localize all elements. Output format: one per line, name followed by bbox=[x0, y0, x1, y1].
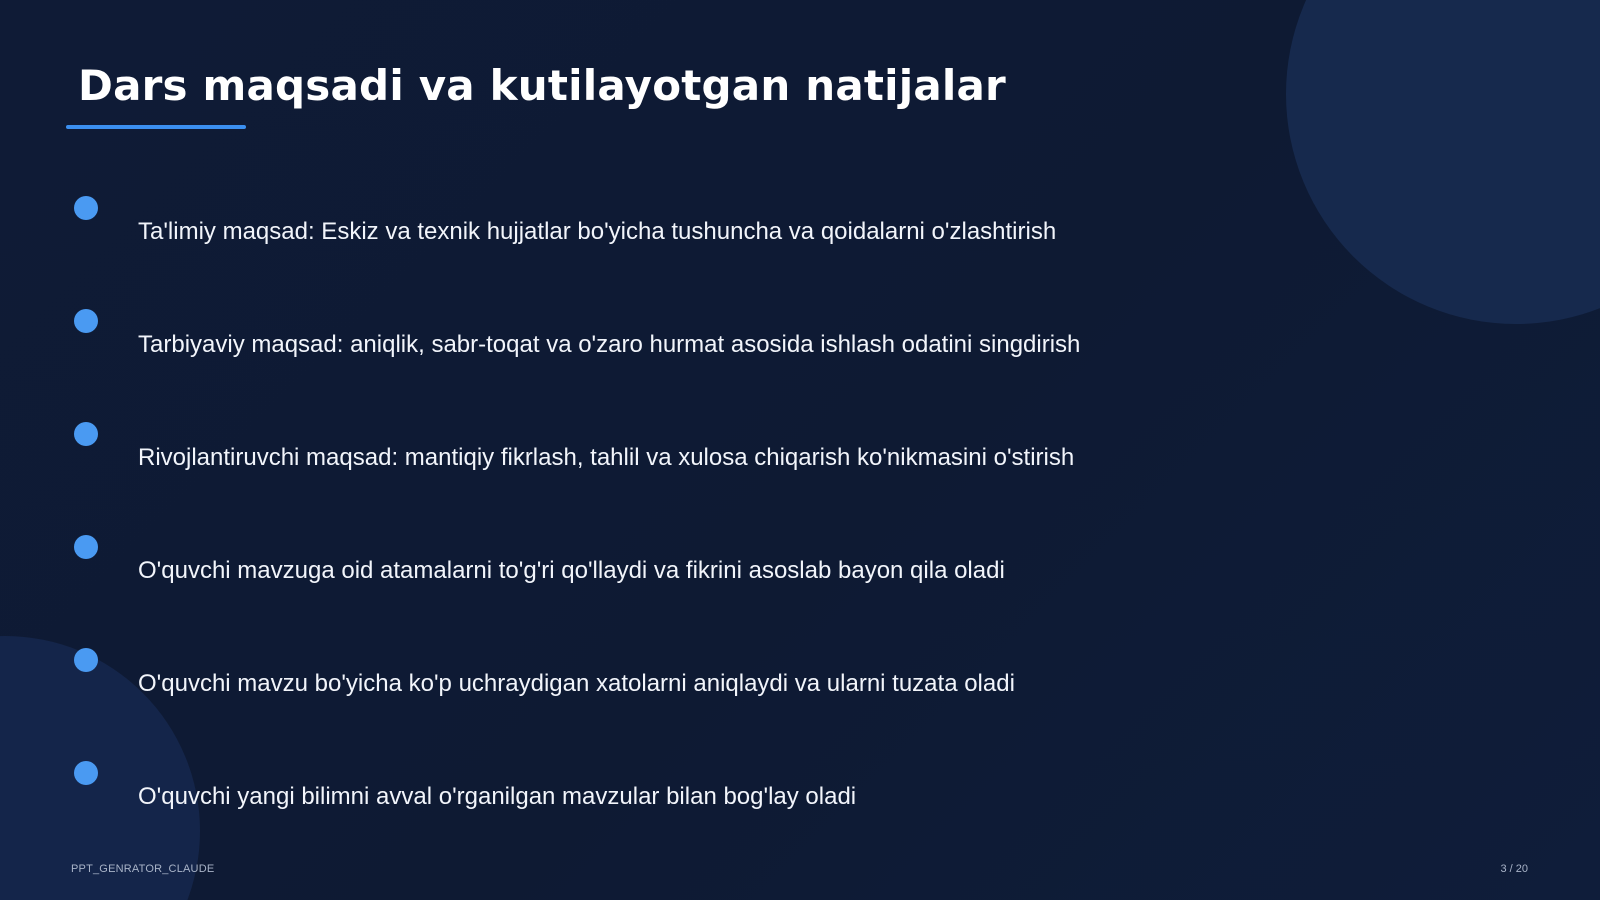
bullet-dot-icon bbox=[74, 309, 98, 333]
bullet-text: O'quvchi mavzu bo'yicha ko'p uchraydigan xatolarni aniqlaydi va ularni tuzata oladi bbox=[138, 670, 1015, 697]
bullet-text: Tarbiyaviy maqsad: aniqlik, sabr-toqat va o'zaro hurmat asosida ishlash odatini singdirish bbox=[138, 331, 1081, 358]
bullet-dot-icon bbox=[74, 761, 98, 785]
page-indicator: 3 / 20 bbox=[1500, 863, 1528, 875]
bullet-text: Ta'limiy maqsad: Eskiz va texnik hujjatlar bo'yicha tushuncha va qoidalarni o'zlashtirish bbox=[138, 218, 1057, 245]
bullet-dot-icon bbox=[74, 422, 98, 446]
bullet-text: O'quvchi mavzuga oid atamalarni to'g'ri qo'llaydi va fikrini asoslab bayon qila oladi bbox=[138, 557, 1005, 584]
list-item bbox=[74, 535, 1274, 595]
bullet-dot-icon bbox=[74, 648, 98, 672]
list-item bbox=[74, 309, 1274, 369]
footer-source-label: PPT_GENRATOR_CLAUDE bbox=[71, 863, 215, 875]
list-item bbox=[74, 761, 1274, 821]
list-item bbox=[74, 196, 1274, 256]
bullet-text: O'quvchi yangi bilimni avval o'rganilgan mavzular bilan bog'lay oladi bbox=[138, 783, 857, 810]
bullet-text: Rivojlantiruvchi maqsad: mantiqiy fikrlash, tahlil va xulosa chiqarish ko'nikmasini o'stirish bbox=[138, 444, 1075, 471]
list-item bbox=[74, 648, 1274, 708]
bullet-dot-icon bbox=[74, 535, 98, 559]
list-item bbox=[74, 422, 1274, 482]
bullet-dot-icon bbox=[74, 196, 98, 220]
slide-title: Dars maqsadi va kutilayotgan natijalar bbox=[78, 61, 1006, 110]
